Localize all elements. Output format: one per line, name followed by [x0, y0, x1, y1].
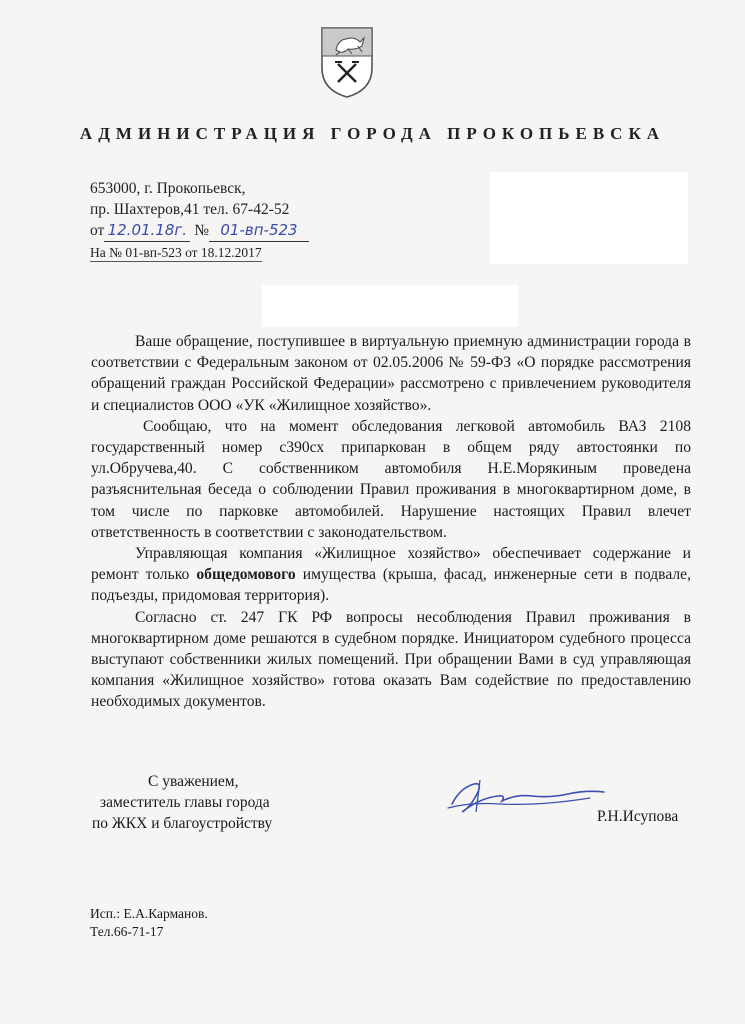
executor-name: Исп.: Е.А.Карманов. — [90, 906, 208, 921]
handwritten-number: 01-вп-523 — [209, 220, 309, 242]
paragraph-4: Согласно ст. 247 ГК РФ вопросы несоблюдения Правил проживания в многоквартирном доме решаются в судебном порядке. Инициатором судебного процесса выступают собственники жилых помещений. При обращении Вами в суд управляющая компания «Жилищное хозяйство» готова оказать Вам содействие по предоставлению необходимых документов. — [91, 608, 691, 711]
paragraph-2: Сообщаю, что на момент обследования легковой автомобиль ВАЗ 2108 государственный номер с390сх припаркован в общем ряду автостоянки по ул.Обручева,40. С собственником автомобиля Н.Е.Морякиным проведена разъяснительная беседа о соблюдении Правил проживания в многоквартирном доме, в том числе по парковке автомобилей. Нарушение настоящих Правил влечет ответственность в соответствии с законодательством. — [91, 417, 691, 541]
handwritten-signature-icon — [440, 768, 610, 828]
signature-block — [92, 771, 272, 834]
redacted-recipient-area — [490, 172, 688, 264]
coat-of-arms-icon — [318, 24, 376, 100]
signer-name: Р.Н.Исупова — [597, 808, 679, 825]
redacted-salutation-area — [262, 285, 518, 327]
paragraph-1: Ваше обращение, поступившее в виртуальную приемную администрации города в соответствии с Федеральным законом от 02.05.2006 № 59-ФЗ «О порядке рассмотрения обращений граждан Российской Федерации» рассмотрено с привлечением руководителя и специалистов ООО «УК «Жилищное хозяйство». — [91, 333, 691, 414]
position-line-2: по ЖКХ и благоустройству — [92, 815, 273, 832]
number-label: № — [194, 222, 209, 239]
paragraph-3-text-b: имущества (крыша, фасад, инженерные сети в подвале, подъезды, придомовая территория). — [91, 566, 691, 605]
executor-block — [90, 905, 208, 941]
organization-title: АДМИНИСТРАЦИЯ ГОРОДА ПРОКОПЬЕВСКА — [79, 124, 666, 143]
executor-phone: Тел.66-71-17 — [90, 924, 164, 939]
reference-line: На № 01-вп-523 от 18.12.2017 — [90, 245, 262, 260]
letter-body — [91, 331, 691, 713]
address-line-1: 653000, г. Прокопьевск, — [90, 180, 246, 197]
closing-phrase: С уважением, — [148, 773, 239, 790]
paragraph-3 — [91, 543, 691, 607]
address-line-2: пр. Шахтеров,41 тел. 67-42-52 — [90, 201, 290, 218]
handwritten-date: 12.01.18г. — [104, 220, 190, 242]
paragraph-3-bold: общедомового — [196, 566, 296, 584]
from-prefix: от — [90, 222, 105, 239]
outgoing-number-line — [90, 220, 309, 242]
paragraph-3-text-a: Управляющая компания «Жилищное хозяйство» обеспечивает содержание и ремонт только — [91, 545, 691, 584]
sender-address-block — [90, 178, 309, 263]
position-line-1: заместитель главы города — [100, 794, 270, 811]
